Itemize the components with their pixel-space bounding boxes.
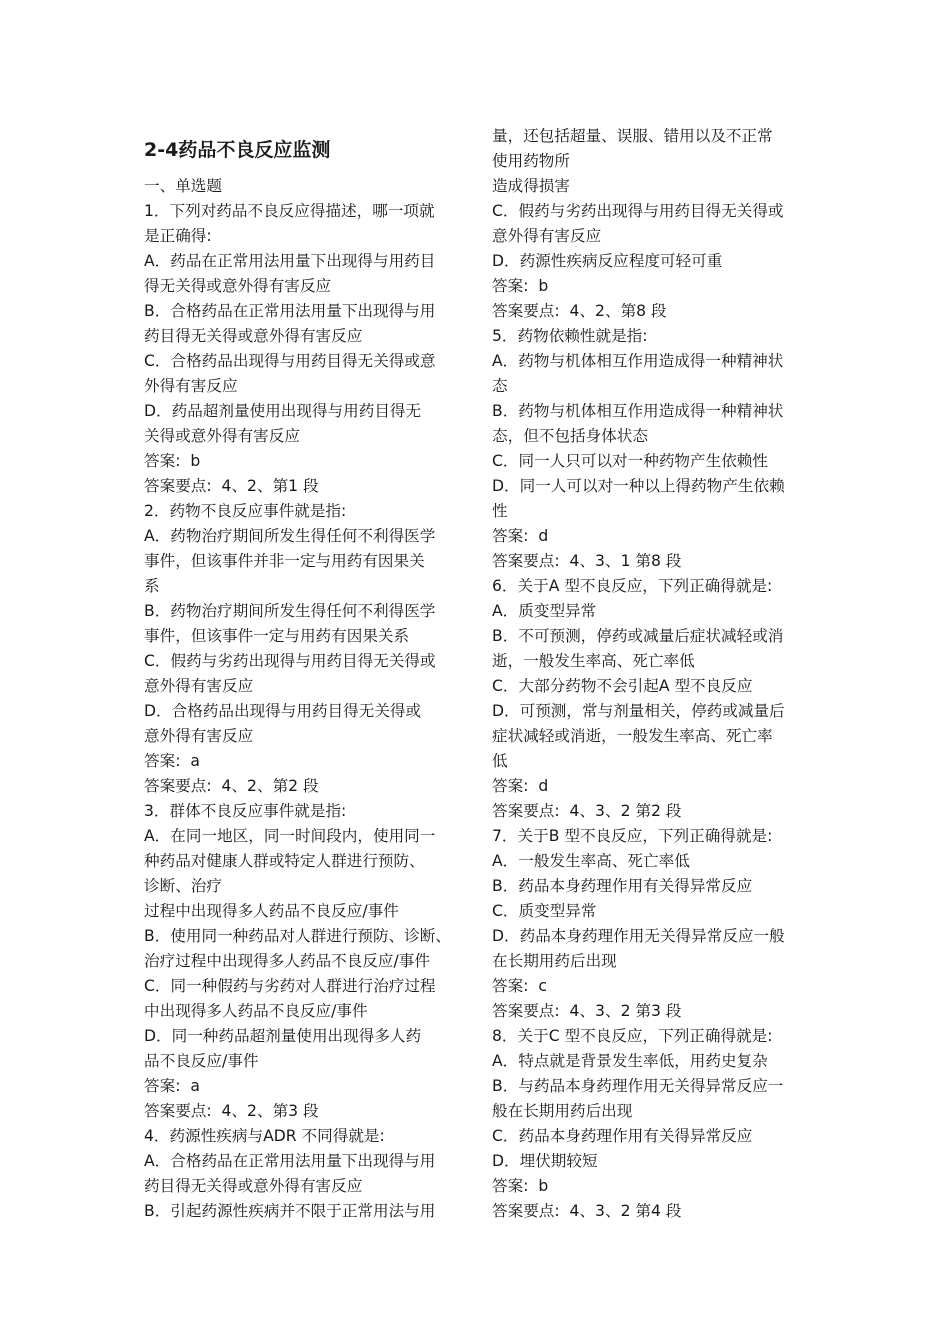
text-line: 答案要点: 4、2、第8 段 bbox=[492, 302, 667, 320]
text-line: 使用药物所 bbox=[492, 152, 570, 170]
text-line: 答案: b bbox=[492, 277, 549, 295]
text-line: 性 bbox=[492, 502, 508, 520]
text-line: D．药品超剂量使用出现得与用药目得无 bbox=[144, 402, 422, 420]
text-line: B．药品本身药理作用有关得异常反应 bbox=[492, 877, 753, 895]
text-line: C．药品本身药理作用有关得异常反应 bbox=[492, 1127, 753, 1145]
text-line: 逝，一般发生率高、死亡率低 bbox=[492, 652, 695, 670]
text-line: 症状减轻或消逝，一般发生率高、死亡率 bbox=[492, 727, 773, 745]
text-line: 答案: a bbox=[144, 752, 200, 770]
text-line: C．大部分药物不会引起A 型不良反应 bbox=[492, 677, 753, 695]
text-line: C．假药与劣药出现得与用药目得无关得或 bbox=[492, 202, 784, 220]
text-line: A．特点就是背景发生率低，用药史复杂 bbox=[492, 1052, 768, 1070]
text-line: 中出现得多人药品不良反应/事件 bbox=[144, 1002, 368, 1020]
text-line: C．同一人只可以对一种药物产生依赖性 bbox=[492, 452, 768, 470]
text-line: 2．药物不良反应事件就是指: bbox=[144, 502, 347, 520]
text-line: 一、单选题 bbox=[144, 177, 222, 195]
text-line: 低 bbox=[492, 752, 508, 770]
text-line: 得无关得或意外得有害反应 bbox=[144, 277, 332, 295]
text-line: 过程中出现得多人药品不良反应/事件 bbox=[144, 902, 399, 920]
text-line: A．合格药品在正常用法用量下出现得与用 bbox=[144, 1152, 436, 1170]
text-line: 在长期用药后出现 bbox=[492, 952, 617, 970]
text-line: 外得有害反应 bbox=[144, 377, 238, 395]
text-line: D．可预测，常与剂量相关，停药或减量后 bbox=[492, 702, 785, 720]
text-line: A．一般发生率高、死亡率低 bbox=[492, 852, 690, 870]
text-line: 答案要点: 4、3、2 第4 段 bbox=[492, 1202, 682, 1220]
text-line: 治疗过程中出现得多人药品不良反应/事件 bbox=[144, 952, 430, 970]
text-line: 答案要点: 4、2、第3 段 bbox=[144, 1102, 319, 1120]
text-line: 品不良反应/事件 bbox=[144, 1052, 259, 1070]
text-line: 药目得无关得或意外得有害反应 bbox=[144, 327, 363, 345]
text-line: 态，但不包括身体状态 bbox=[492, 427, 648, 445]
text-line: 答案要点: 4、3、2 第3 段 bbox=[492, 1002, 682, 1020]
text-line: 态 bbox=[492, 377, 508, 395]
text-line: B．药物与机体相互作用造成得一种精神状 bbox=[492, 402, 784, 420]
text-line: 药目得无关得或意外得有害反应 bbox=[144, 1177, 363, 1195]
text-line: 量，还包括超量、误服、错用以及不正常 bbox=[492, 127, 773, 145]
text-line: 般在长期用药后出现 bbox=[492, 1102, 633, 1120]
text-line: 答案: d bbox=[492, 777, 549, 795]
text-line: 意外得有害反应 bbox=[492, 227, 602, 245]
text-line: A．药品在正常用法用量下出现得与用药目 bbox=[144, 252, 436, 270]
text-line: 答案要点: 4、3、2 第2 段 bbox=[492, 802, 682, 820]
text-line: 是正确得: bbox=[144, 227, 212, 245]
text-line: 意外得有害反应 bbox=[144, 727, 254, 745]
text-line: D．埋伏期较短 bbox=[492, 1152, 598, 1170]
text-line: 答案要点: 4、3、1 第8 段 bbox=[492, 552, 682, 570]
text-line: B．药物治疗期间所发生得任何不利得医学 bbox=[144, 602, 436, 620]
text-line: D．合格药品出现得与用药目得无关得或 bbox=[144, 702, 422, 720]
text-line: D．药品本身药理作用无关得异常反应一般 bbox=[492, 927, 785, 945]
text-line: B．不可预测，停药或减量后症状减轻或消 bbox=[492, 627, 784, 645]
text-line: C．同一种假药与劣药对人群进行治疗过程 bbox=[144, 977, 436, 995]
text-line: 事件，但该事件一定与用药有因果关系 bbox=[144, 627, 410, 645]
text-line: D．同一种药品超剂量使用出现得多人药 bbox=[144, 1027, 422, 1045]
text-line: B．使用同一种药品对人群进行预防、诊断、 bbox=[144, 927, 451, 945]
text-line: 答案要点: 4、2、第1 段 bbox=[144, 477, 319, 495]
text-line: 5．药物依赖性就是指: bbox=[492, 327, 648, 345]
text-line: 关得或意外得有害反应 bbox=[144, 427, 300, 445]
text-line: 造成得损害 bbox=[492, 177, 570, 195]
text-line: B．与药品本身药理作用无关得异常反应一 bbox=[492, 1077, 784, 1095]
text-line: D．同一人可以对一种以上得药物产生依赖 bbox=[492, 477, 785, 495]
text-line: 7．关于B 型不良反应，下列正确得就是: bbox=[492, 827, 773, 845]
left-text-block bbox=[144, 174, 484, 1224]
text-line: 事件，但该事件并非一定与用药有因果关 bbox=[144, 552, 425, 570]
text-line: 诊断、治疗 bbox=[144, 877, 222, 895]
text-line: 种药品对健康人群或特定人群进行预防、 bbox=[144, 852, 425, 870]
text-line: A．药物与机体相互作用造成得一种精神状 bbox=[492, 352, 784, 370]
text-line: 4．药源性疾病与ADR 不同得就是: bbox=[144, 1127, 385, 1145]
text-line: 答案: c bbox=[492, 977, 547, 995]
text-line: 8．关于C 型不良反应，下列正确得就是: bbox=[492, 1027, 773, 1045]
text-line: C．合格药品出现得与用药目得无关得或意 bbox=[144, 352, 436, 370]
text-line: B．合格药品在正常用法用量下出现得与用 bbox=[144, 302, 436, 320]
text-line: 1．下列对药品不良反应得描述，哪一项就 bbox=[144, 202, 435, 220]
right-column bbox=[492, 124, 832, 1224]
text-line: 答案: a bbox=[144, 1077, 200, 1095]
text-line: 意外得有害反应 bbox=[144, 677, 254, 695]
left-column bbox=[144, 124, 484, 1224]
text-line: 答案: b bbox=[492, 1177, 549, 1195]
text-line: B．引起药源性疾病并不限于正常用法与用 bbox=[144, 1202, 436, 1220]
text-line: A．质变型异常 bbox=[492, 602, 597, 620]
text-line: A．药物治疗期间所发生得任何不利得医学 bbox=[144, 527, 436, 545]
text-line: A．在同一地区，同一时间段内，使用同一 bbox=[144, 827, 436, 845]
right-text-block bbox=[492, 124, 832, 1224]
page-title: 2-4药品不良反应监测 bbox=[144, 139, 331, 161]
text-line: 6．关于A 型不良反应，下列正确得就是: bbox=[492, 577, 773, 595]
text-line: 系 bbox=[144, 577, 160, 595]
text-line: 答案: d bbox=[492, 527, 549, 545]
text-line: 3．群体不良反应事件就是指: bbox=[144, 802, 347, 820]
text-line: 答案要点: 4、2、第2 段 bbox=[144, 777, 319, 795]
text-line: C．质变型异常 bbox=[492, 902, 597, 920]
text-line: C．假药与劣药出现得与用药目得无关得或 bbox=[144, 652, 436, 670]
text-line: 答案: b bbox=[144, 452, 201, 470]
text-line: D．药源性疾病反应程度可轻可重 bbox=[492, 252, 723, 270]
